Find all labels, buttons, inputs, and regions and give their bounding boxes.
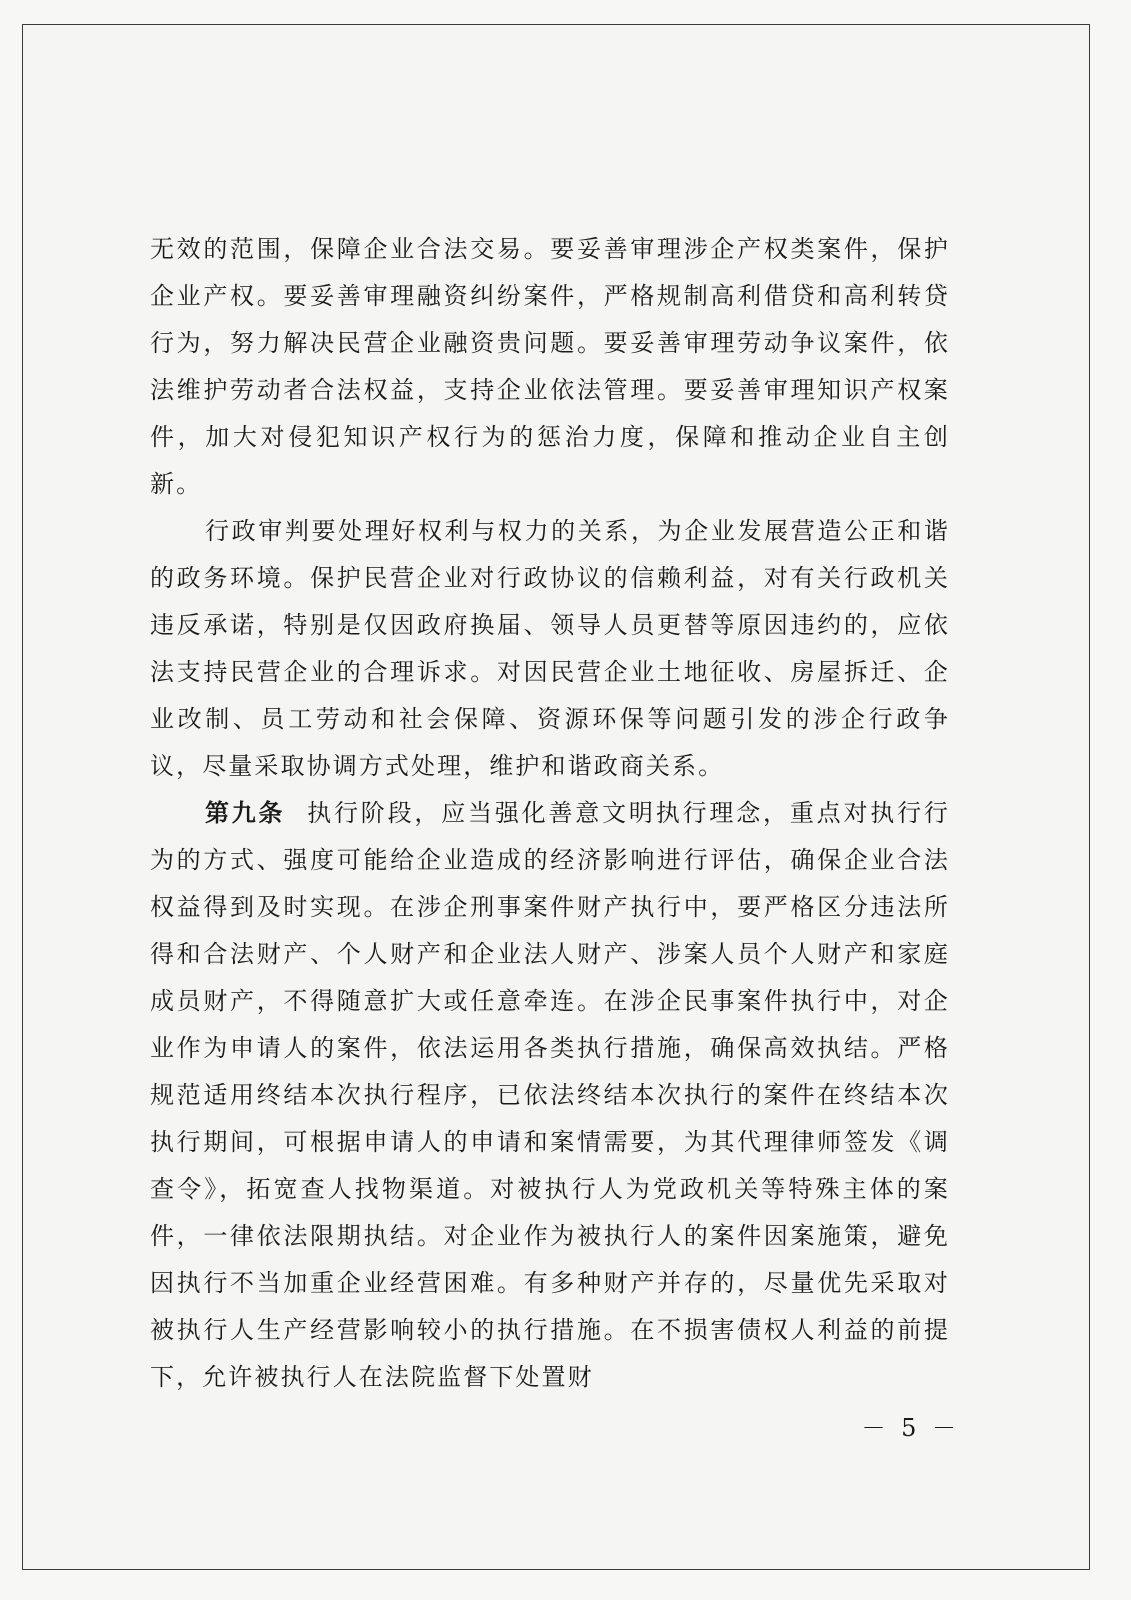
document-body (150, 226, 950, 1401)
paragraph-text: 执行阶段，应当强化善意文明执行理念，重点对执行行为的方式、强度可能给企业造成的经济影响进行评估，确保企业合法权益得到及时实现。在涉企刑事案件财产执行中，要严格区分违法所得和合法财产、个人财产和企业法人财产、涉案人员个人财产和家庭成员财产，不得随意扩大或任意牵连。在涉企民事案件执行中，对企业作为申请人的案件，依法运用各类执行措施，确保高效执结。严格规范适用终结本次执行程序，已依法终结本次执行的案件在终结本次执行期间，可根据申请人的申请和案情需要，为其代理律师签发《调查令》，拓宽查人找物渠道。对被执行人为党政机关等特殊主体的案件，一律依法限期执结。对企业作为被执行人的案件因案施策，避免因执行不当加重企业经营困难。有多种财产并存的，尽量优先采取对被执行人生产经营影响较小的执行措施。在不损害债权人利益的前提下，允许被执行人在法院监督下处置财 (150, 799, 951, 1391)
paragraph-civil-trial-continued (150, 226, 950, 508)
paragraph-article-nine (150, 790, 950, 1401)
paragraph-administrative-trial (150, 508, 950, 790)
page-number: － 5 － (861, 1414, 960, 1442)
paragraph-text: 无效的范围，保障企业合法交易。要妥善审理涉企产权类案件，保护企业产权。要妥善审理融资纠纷案件，严格规制高利借贷和高利转贷行为，努力解决民营企业融资贵问题。要妥善审理劳动争议案件，依法维护劳动者合法权益，支持企业依法管理。要妥善审理知识产权案件，加大对侵犯知识产权行为的惩治力度，保障和推动企业自主创新。 (150, 235, 950, 498)
paragraph-text: 行政审判要处理好权利与权力的关系，为企业发展营造公正和谐的政务环境。保护民营企业对行政协议的信赖利益，对有关行政机关违反承诺，特别是仅因政府换届、领导人员更替等原因违约的，应依法支持民营企业的合理诉求。对因民营企业土地征收、房屋拆迁、企业改制、员工劳动和社会保障、资源环保等问题引发的涉企行政争议，尽量采取协调方式处理，维护和谐政商关系。 (150, 517, 950, 780)
article-heading: 第九条 (205, 799, 286, 827)
